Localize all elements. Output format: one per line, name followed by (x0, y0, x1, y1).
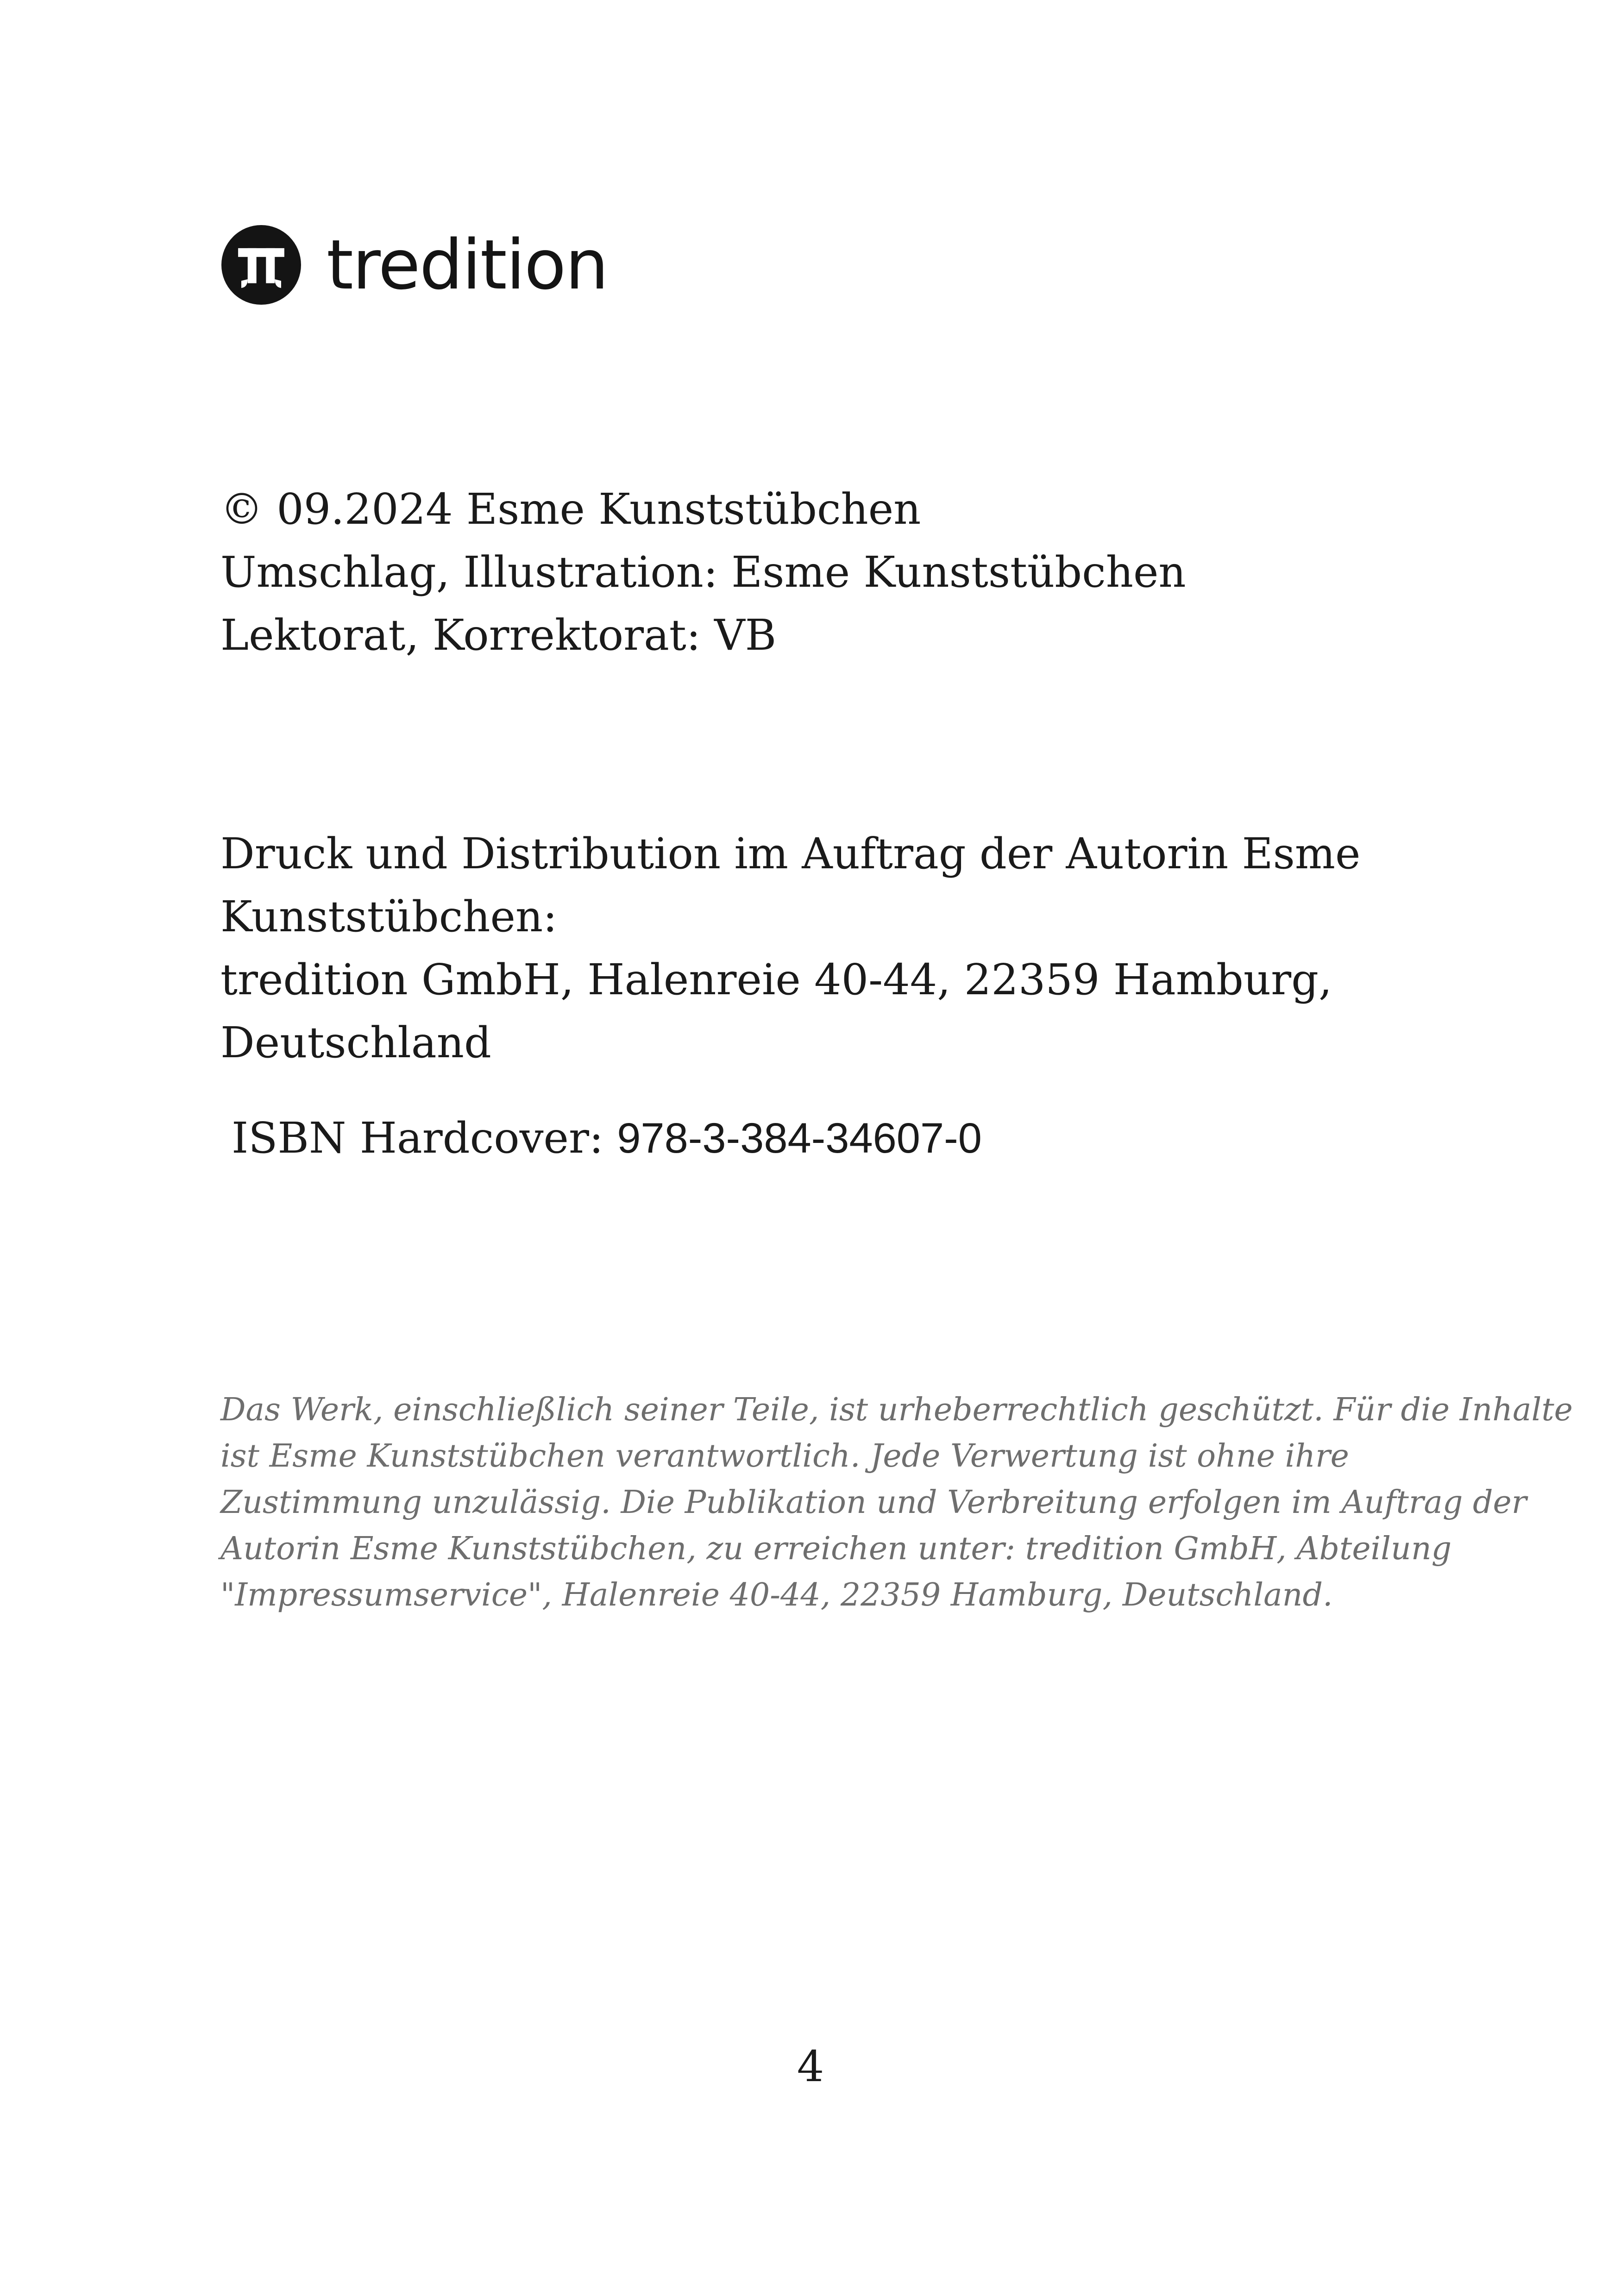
legal-notice (220, 1387, 1573, 1618)
publisher-country-line: Deutschland (220, 1018, 491, 1067)
cover-illustration-line: Umschlag, Illustration: Esme Kunststübchen (220, 547, 1186, 597)
distribution-line: Kunststübchen: (220, 892, 558, 941)
page-number: 4 (797, 2042, 824, 2091)
publisher-logo (221, 225, 608, 305)
legal-notice-line: "Impressumservice", Halenreie 40-44, 22359 Hamburg, Deutschland. (220, 1577, 1333, 1613)
credits-block (220, 478, 1186, 667)
copyright-line: © 09.2024 Esme Kunststübchen (220, 484, 921, 534)
legal-notice-line: ist Esme Kunststübchen verantwortlich. Jede Verwertung ist ohne ihre (220, 1438, 1349, 1474)
isbn-label: ISBN Hardcover: (232, 1113, 617, 1163)
legal-notice-line: Das Werk, einschließlich seiner Teile, ist urheberrechtlich geschützt. Für die Inhalte (220, 1392, 1573, 1428)
logo-wordmark: tredition (327, 225, 608, 305)
isbn-line (232, 1107, 982, 1170)
publisher-address-line: tredition GmbH, Halenreie 40-44, 22359 Hamburg, (220, 955, 1332, 1004)
distribution-block (220, 822, 1361, 1074)
editing-line: Lektorat, Korrektorat: VB (220, 610, 777, 660)
isbn-number: 978-3-384-34607-0 (617, 1115, 982, 1162)
distribution-line: Druck und Distribution im Auftrag der Autorin Esme (220, 829, 1361, 878)
legal-notice-line: Autorin Esme Kunststübchen, zu erreichen unter: tredition GmbH, Abteilung (220, 1531, 1452, 1567)
tredition-logo-icon (221, 225, 301, 305)
legal-notice-line: Zustimmung unzulässig. Die Publikation und Verbreitung erfolgen im Auftrag der (220, 1484, 1527, 1521)
